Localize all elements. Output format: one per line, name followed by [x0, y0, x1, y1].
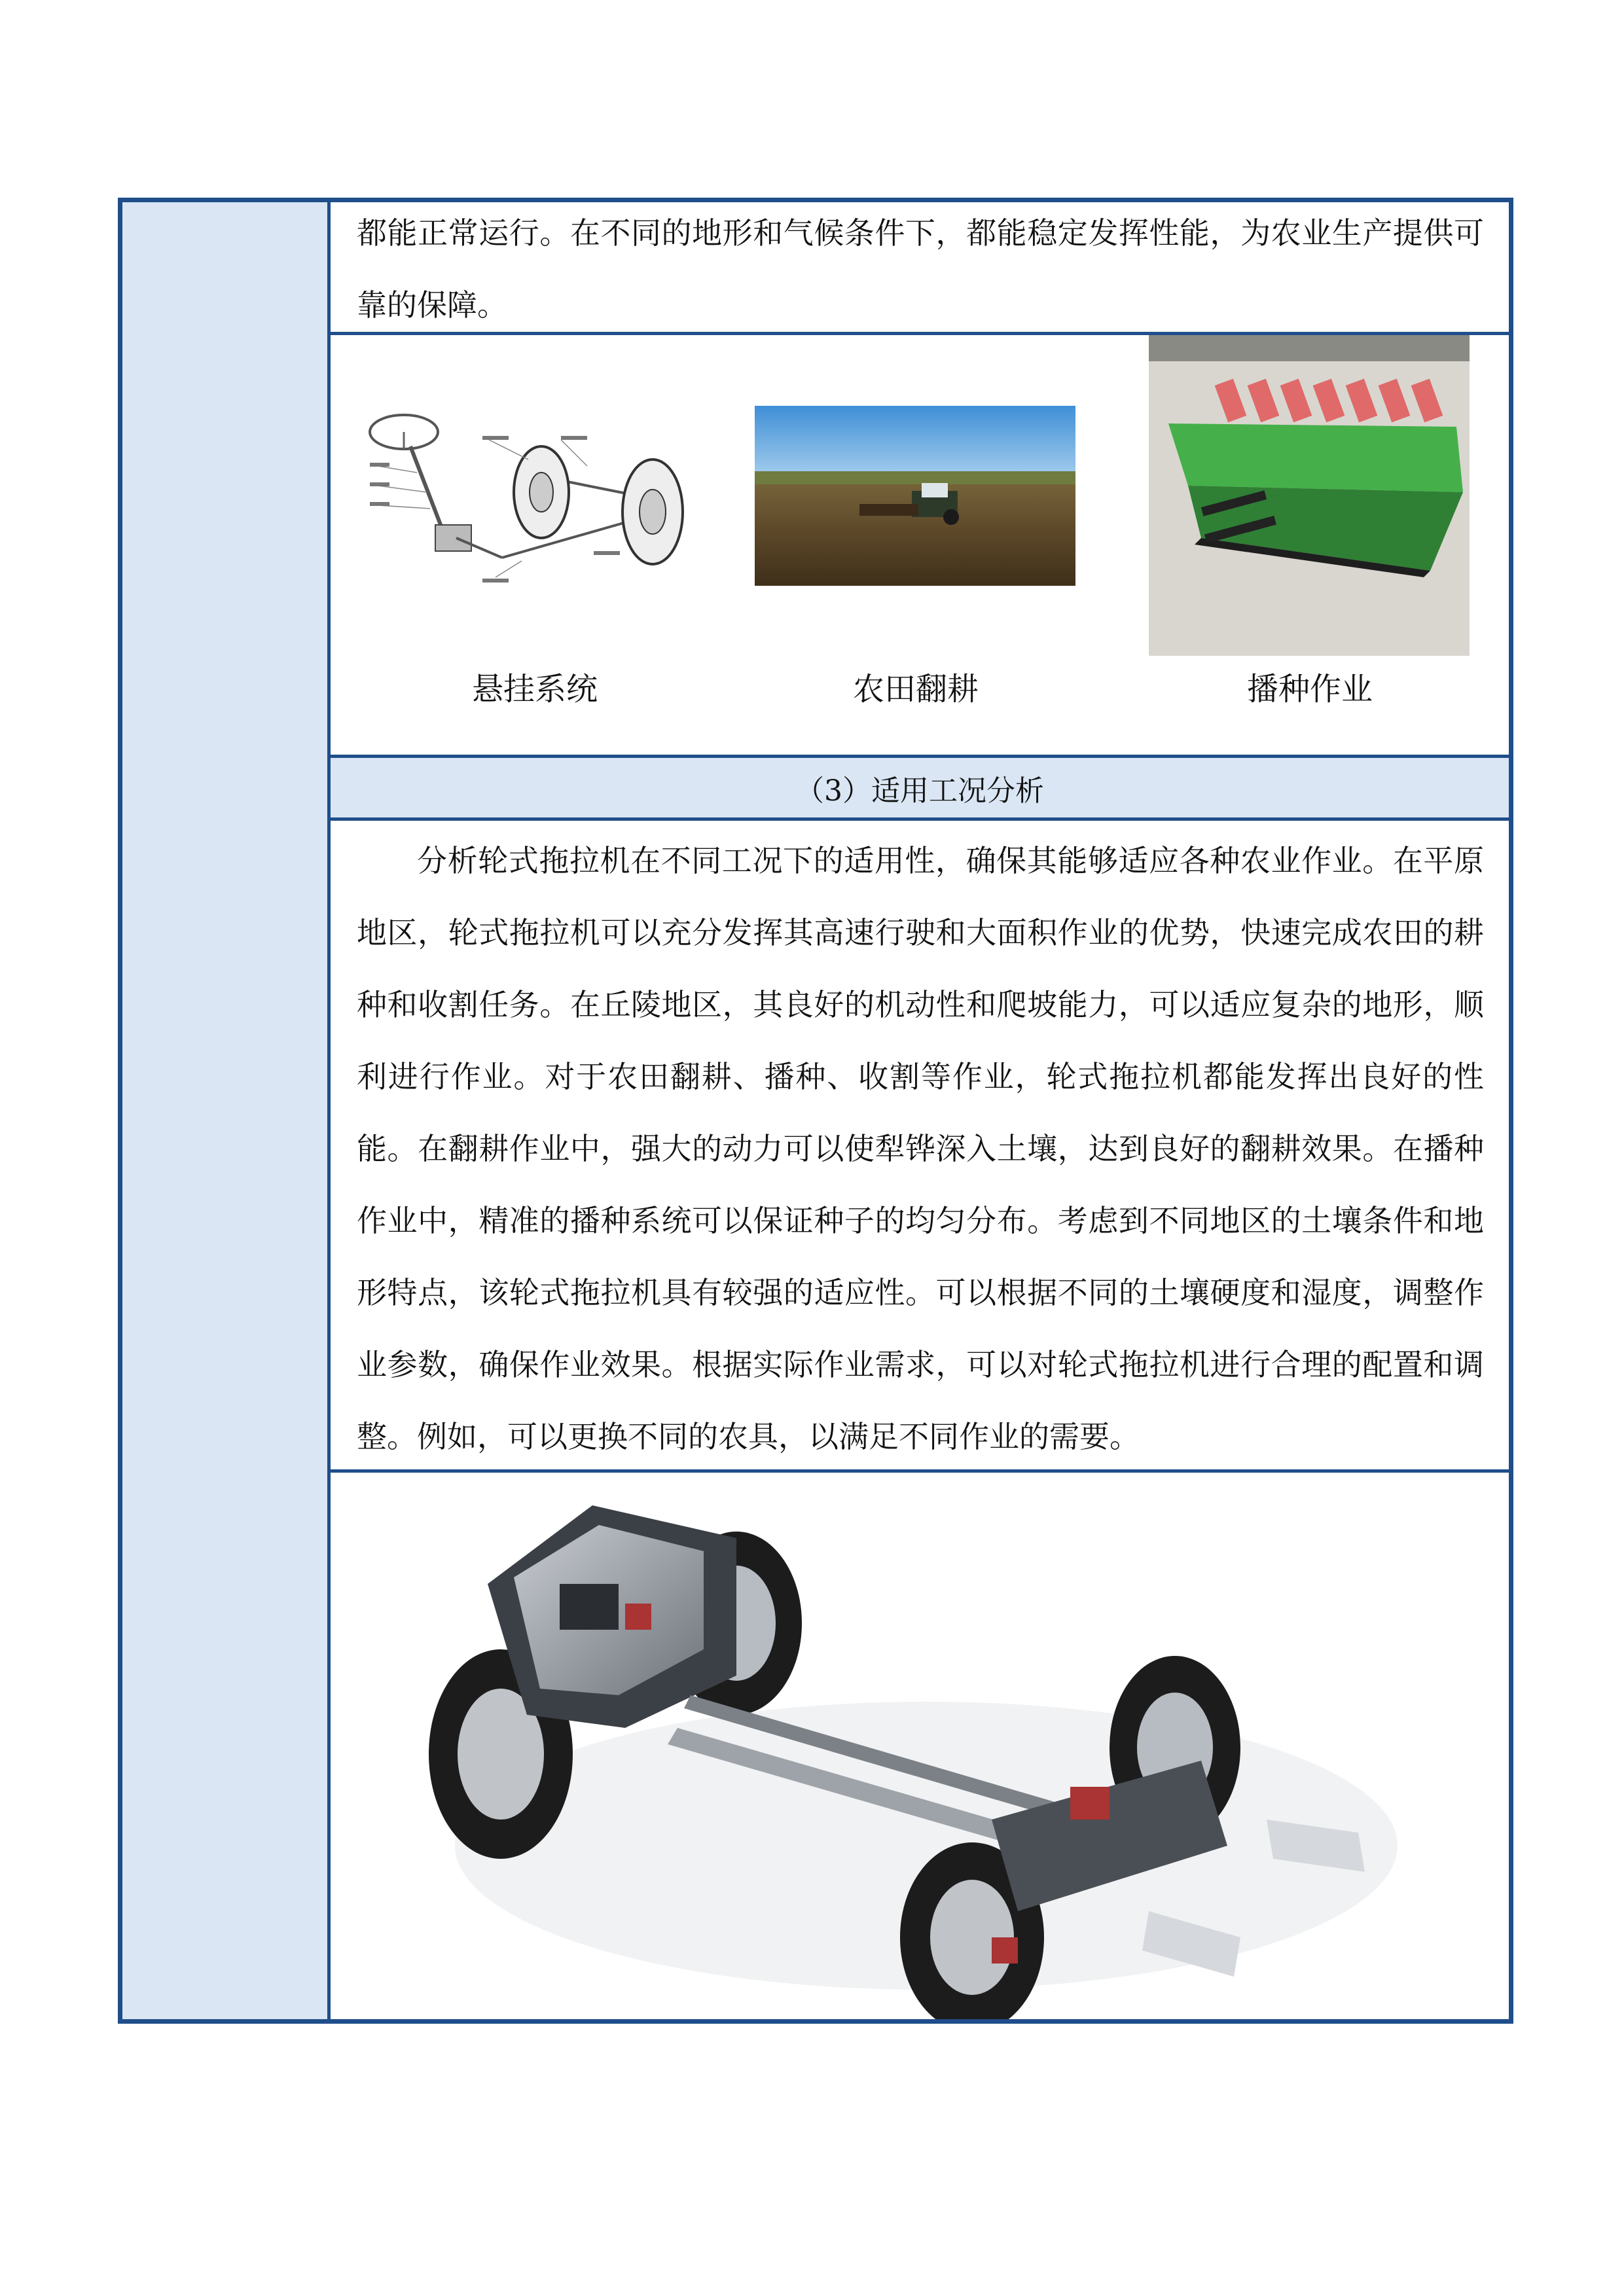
section-paragraph: 分析轮式拖拉机在不同工况下的适用性，确保其能够适应各种农业作业。在平原地区，轮式拖拉机可以充分发挥其高速行驶和大面积作业的优势，快速完成农田的耕种和收割任务。在丘陵地区，其良好的机动性和爬坡能力，可以适应复杂的地形，顺利进行作业。对于农田翻耕、播种、收割等作业，轮式拖拉机都能发挥出良好的性能。在翻耕作业中，强大的动力可以使犁铧深入土壤，达到良好的翻耕效果。在播种作业中，精准的播种系统可以保证种子的均匀分布。考虑到不同地区的土壤条件和地形特点，该轮式拖拉机具有较强的适应性。可以根据不同的土壤硬度和湿度，调整作业参数，确保作业效果。根据实际作业需求，可以对轮式拖拉机进行合理的配置和调整。例如，可以更换不同的农具，以满足不同作业的需要。	[357, 843, 1484, 1454]
suspension-diagram-icon	[365, 401, 705, 597]
figure-caption: 悬挂系统	[471, 671, 598, 708]
section-heading-cell	[331, 758, 1509, 821]
figure-caption: 播种作业	[1246, 671, 1373, 708]
section-title: （3）适用工况分析	[795, 774, 1044, 808]
field-plowing-photo-icon	[755, 406, 1075, 586]
figure-caption: 农田翻耕	[852, 671, 979, 708]
content-column	[331, 202, 1509, 2019]
figures-cell	[331, 335, 1509, 758]
intro-paragraph: 都能正常运行。在不同的地形和气候条件下，都能稳定发挥性能，为农业生产提供可靠的保障。	[357, 215, 1484, 323]
section-body-cell	[331, 821, 1509, 1473]
seeder-machine-photo-icon	[1149, 335, 1470, 656]
document-table	[118, 198, 1513, 2024]
left-label-column	[122, 202, 331, 2019]
chassis-image-cell	[331, 1473, 1509, 2019]
vehicle-chassis-cutaway-icon	[429, 1479, 1398, 2019]
intro-cell	[331, 202, 1509, 335]
